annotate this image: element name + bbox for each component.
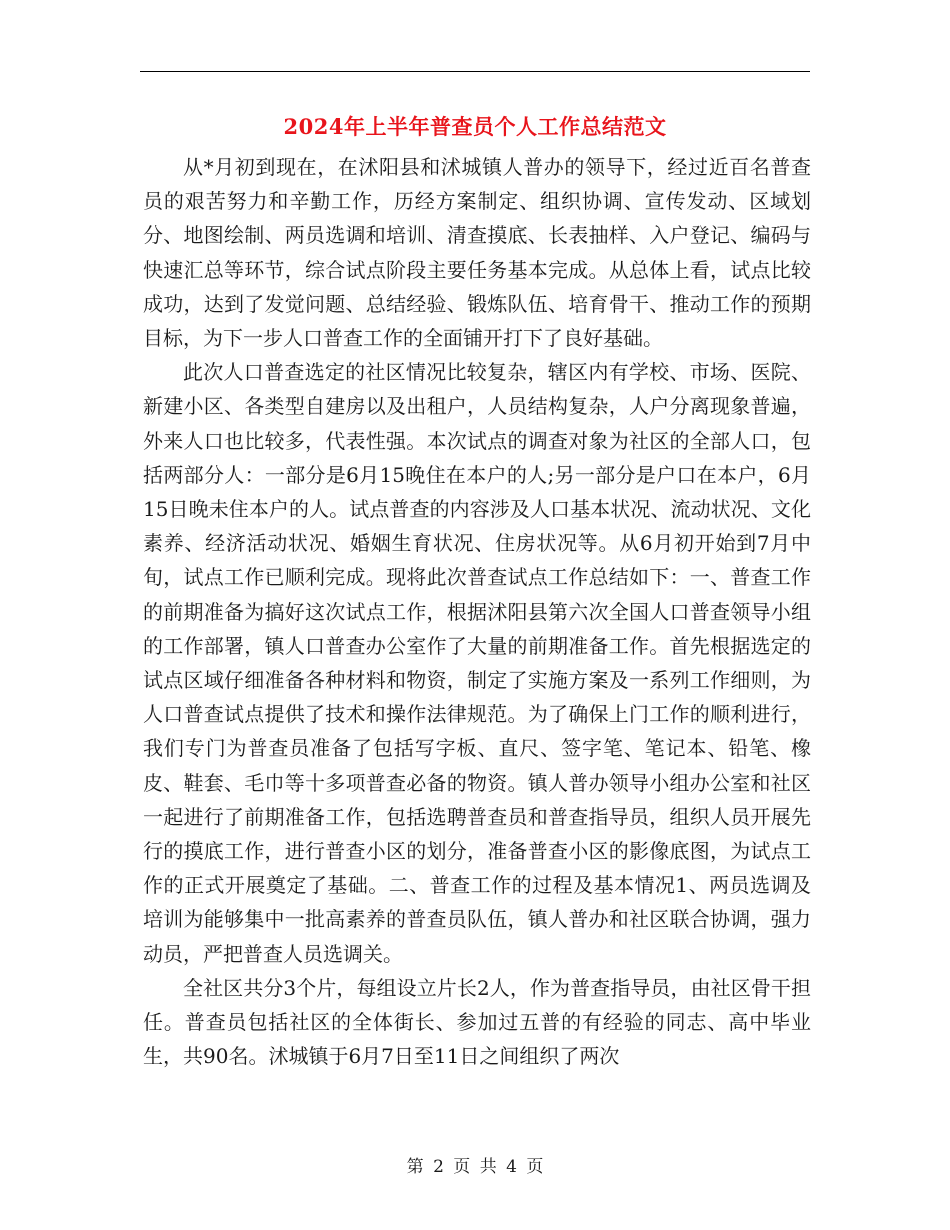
page-prefix: 第	[406, 1157, 424, 1177]
page-footer	[0, 1152, 950, 1177]
page-unit: 页	[453, 1157, 471, 1177]
paragraph: 全社区共分3个片，每组设立片长2人，作为普查指导员，由社区骨干担任。普查员包括社区的全体街长、参加过五普的有经验的同志、高中毕业生，共90名。沭城镇于6月7日至11日之间组织了两次	[143, 975, 811, 1069]
total-prefix: 共	[479, 1157, 497, 1177]
total-page-count: 4	[506, 1157, 517, 1177]
current-page-number: 2	[433, 1157, 444, 1177]
document-body	[143, 150, 811, 1073]
document-title: 2024年上半年普查员个人工作总结范文	[283, 114, 667, 139]
paragraph: 此次人口普查选定的社区情况比较复杂，辖区内有学校、市场、医院、新建小区、各类型自建房以及出租户，人员结构复杂，人户分离现象普遍，外来人口也比较多，代表性强。本次试点的调查对象为社区的全部人口，包括两部分人：一部分是6月15晚住在本户的人;另一部分是户口在本户，6月15日晚未住本户的人。试点普查的内容涉及人口基本状况、流动状况、文化素养、经济活动状况、婚姻生育状况、住房状况等。从6月初开始到7月中旬，试点工作已顺利完成。现将此次普查试点工作总结如下：一、普查工作的前期准备为搞好这次试点工作，根据沭阳县第六次全国人口普查领导小组的工作部署，镇人口普查办公室作了大量的前期准备工作。首先根据选定的试点区域仔细准备各种材料和物资，制定了实施方案及一系列工作细则，为人口普查试点提供了技术和操作法律规范。为了确保上门工作的顺利进行，我们专门为普查员准备了包括写字板、直尺、签字笔、笔记本、铅笔、橡皮、鞋套、毛巾等十多项普查必备的物资。镇人普办领导小组办公室和社区一起进行了前期准备工作，包括选聘普查员和普查指导员，组织人员开展先行的摸底工作，进行普查小区的划分，准备普查小区的影像底图，为试点工作的正式开展奠定了基础。二、普查工作的过程及基本情况1、两员选调及培训为能够集中一批高素养的普查员队伍，镇人普办和社区联合协调，强力动员，严把普查人员选调关。	[143, 360, 811, 966]
paragraph: 从*月初到现在，在沭阳县和沭城镇人普办的领导下，经过近百名普查员的艰苦努力和辛勤工作，历经方案制定、组织协调、宣传发动、区域划分、地图绘制、两员选调和培训、清查摸底、长表抽样、入户登记、编码与快速汇总等环节，综合试点阶段主要任务基本完成。从总体上看，试点比较成功，达到了发觉问题、总结经验、锻炼队伍、培育骨干、推动工作的预期目标，为下一步人口普查工作的全面铺开打下了良好基础。	[143, 155, 811, 351]
total-unit: 页	[526, 1157, 544, 1177]
header-rule	[140, 71, 810, 72]
